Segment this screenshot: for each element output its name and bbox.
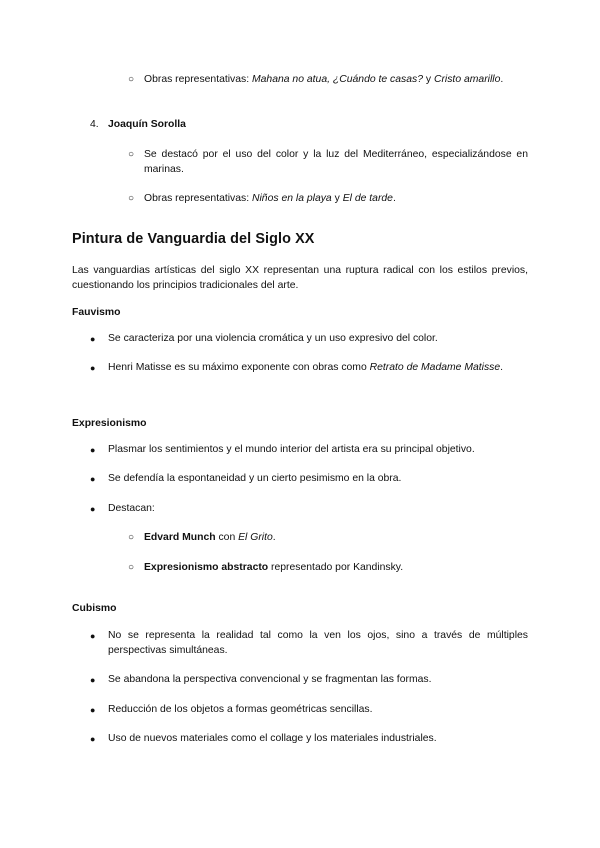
subsection-heading: Expresionismo: [72, 418, 147, 429]
bullet-icon: ●: [90, 363, 96, 373]
list-item: Uso de nuevos materiales como el collage y los materiales industriales.: [108, 733, 437, 744]
bullet-icon: ●: [90, 675, 96, 685]
list-item: Edvard Munch con El Grito.: [144, 532, 276, 543]
hollow-bullet-icon: ○: [128, 532, 135, 543]
bullet-icon: ●: [90, 474, 96, 484]
bullet-icon: ●: [90, 631, 96, 641]
list-item: Obras representativas: Niños en la playa y El de tarde.: [144, 193, 396, 204]
artist-name: Joaquín Sorolla: [108, 119, 186, 130]
bullet-icon: ●: [90, 734, 96, 744]
bullet-icon: ●: [90, 334, 96, 344]
subsection-heading: Cubismo: [72, 603, 117, 614]
list-number: 4.: [90, 119, 99, 130]
list-item: Se abandona la perspectiva convencional y se fragmentan las formas.: [108, 674, 432, 685]
hollow-bullet-icon: ○: [128, 149, 135, 160]
bullet-icon: ●: [90, 705, 96, 715]
list-item: Destacan:: [108, 503, 155, 514]
list-item: No se representa la realidad tal como la ven los ojos, sino a través de múltiples perspectivas simultáneas.: [108, 630, 528, 656]
list-item: Reducción de los objetos a formas geométricas sencillas.: [108, 704, 373, 715]
list-item: Se destacó por el uso del color y la luz del Mediterráneo, especializándose en marinas.: [144, 149, 528, 175]
list-item: Plasmar los sentimientos y el mundo interior del artista era su principal objetivo.: [108, 444, 475, 455]
list-item: Obras representativas: Mahana no atua, ¿Cuándo te casas? y Cristo amarillo.: [144, 74, 504, 85]
intro-paragraph: Las vanguardias artísticas del siglo XX representan una ruptura radical con los estilos previos, cuestionando los principios tradicionales del arte.: [72, 265, 528, 291]
hollow-bullet-icon: ○: [128, 562, 135, 573]
list-item: Se caracteriza por una violencia cromática y un uso expresivo del color.: [108, 333, 438, 344]
list-item: Expresionismo abstracto representado por Kandinsky.: [144, 562, 404, 573]
list-item: Henri Matisse es su máximo exponente con obras como Retrato de Madame Matisse.: [108, 362, 504, 373]
subsection-heading: Fauvismo: [72, 307, 121, 318]
bullet-icon: ●: [90, 445, 96, 455]
section-title: Pintura de Vanguardia del Siglo XX: [72, 231, 315, 247]
list-item: Se defendía la espontaneidad y un cierto pesimismo en la obra.: [108, 473, 402, 484]
hollow-bullet-icon: ○: [128, 74, 135, 85]
bullet-icon: ●: [90, 504, 96, 514]
hollow-bullet-icon: ○: [128, 193, 135, 204]
